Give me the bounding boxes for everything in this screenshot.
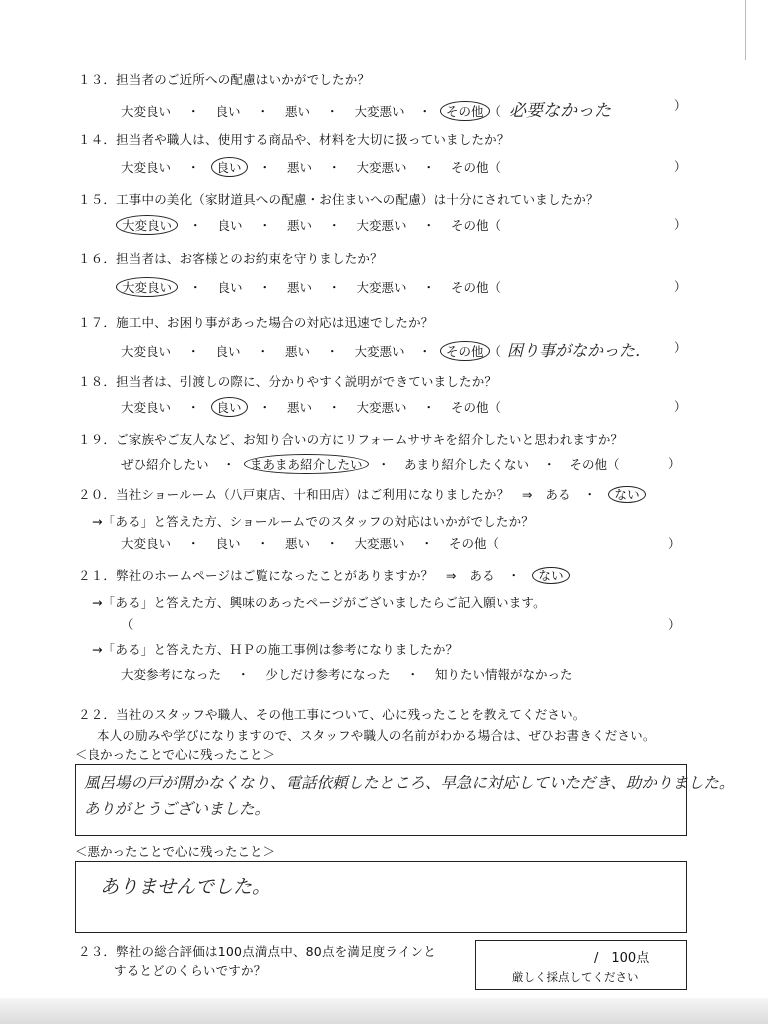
opt-very-bad[interactable]: 大変悪い xyxy=(356,160,407,175)
question-23-line-2: するとどのくらいですか？ xyxy=(114,963,267,978)
open-paren: （ xyxy=(488,344,502,359)
close-paren: ） xyxy=(674,217,687,232)
opt-very-bad[interactable]: 大変悪い xyxy=(356,400,407,415)
question-21-text: ２１．弊社のホームページはご覧になったことがありますか？ ⇒ ある ・ xyxy=(78,568,521,583)
page-edge-line xyxy=(745,0,746,60)
q17-options xyxy=(121,338,651,361)
bad-memory-box[interactable] xyxy=(75,861,687,933)
opt-very-good[interactable]: 大変良い xyxy=(121,160,172,175)
bad-memory-handwriting: ありませんでした。 xyxy=(100,876,272,898)
close-paren: ） xyxy=(674,159,687,174)
separator: ・ xyxy=(189,218,202,233)
open-paren: （ xyxy=(488,104,502,119)
opt-good[interactable]: 良い xyxy=(215,344,241,359)
opt-bad[interactable]: 悪い xyxy=(285,536,311,551)
opt-very-bad[interactable]: 大変悪い xyxy=(356,218,407,233)
separator: ・ xyxy=(258,160,272,175)
question-20 xyxy=(78,485,641,503)
separator: ・ xyxy=(222,457,236,472)
separator: ・ xyxy=(326,536,339,551)
opt-somewhat-recommend-circled[interactable]: まあまあ紹介したい xyxy=(244,454,369,474)
answer-none-circled[interactable]: ない xyxy=(608,486,645,503)
opt-other-circled[interactable]: その他 xyxy=(440,101,490,121)
close-paren: ） xyxy=(674,98,687,113)
separator: ・ xyxy=(328,280,341,295)
opt-bad[interactable]: 悪い xyxy=(287,400,313,415)
separator: ・ xyxy=(187,104,200,119)
close-paren: ） xyxy=(668,617,681,632)
opt-good[interactable]: 良い xyxy=(217,218,243,233)
q18-options xyxy=(121,397,501,417)
score-scale: / 100点 xyxy=(594,951,650,966)
separator: ・ xyxy=(328,218,341,233)
q19-options xyxy=(121,454,620,474)
question-21-followup-2: →「ある」と答えた方、ＨＰの施工事例は参考になりましたか？ xyxy=(92,642,459,657)
separator: ・ xyxy=(422,218,436,233)
separator: ・ xyxy=(377,457,391,472)
q20-options xyxy=(121,534,499,552)
separator: ・ xyxy=(187,160,200,175)
q17-handwritten-answer: 困り事がなかった． xyxy=(507,341,652,360)
separator: ・ xyxy=(189,280,202,295)
opt-bad[interactable]: 悪い xyxy=(287,160,313,175)
opt-bad[interactable]: 悪い xyxy=(287,280,313,295)
separator: ・ xyxy=(418,344,432,359)
question-19: １９．ご家族やご友人など、お知り合いの方にリフォームササキを紹介したいと思われますか？ xyxy=(78,432,624,447)
opt-other[interactable]: その他（ xyxy=(451,400,502,415)
separator: ・ xyxy=(418,104,432,119)
question-20-text: ２０．当社ショールーム（八戸東店、十和田店）はご利用になりましたか？ ⇒ ある ・ xyxy=(78,487,597,502)
q14-options xyxy=(121,157,501,177)
separator: ・ xyxy=(422,400,436,415)
separator: ・ xyxy=(543,457,556,472)
separator: ・ xyxy=(258,218,272,233)
answer-none-circled[interactable]: ない xyxy=(532,567,569,584)
close-paren: ） xyxy=(668,456,681,471)
opt-very-bad[interactable]: 大変悪い xyxy=(354,536,405,551)
separator: ・ xyxy=(258,400,272,415)
opt-very-helpful[interactable]: 大変参考になった xyxy=(121,667,222,682)
opt-very-good-circled[interactable]: 大変良い xyxy=(116,215,178,235)
opt-bad[interactable]: 悪い xyxy=(285,104,311,119)
separator: ・ xyxy=(237,667,250,682)
q15-options xyxy=(121,215,501,235)
separator: ・ xyxy=(422,280,436,295)
separator: ・ xyxy=(187,400,200,415)
opt-very-good-circled[interactable]: 大変良い xyxy=(116,277,178,297)
question-20-followup: →「ある」と答えた方、ショールームでのスタッフの対応はいかがでしたか？ xyxy=(92,514,534,529)
opt-other[interactable]: その他（ xyxy=(451,160,502,175)
separator: ・ xyxy=(422,160,436,175)
opt-other-circled[interactable]: その他 xyxy=(440,341,490,361)
separator: ・ xyxy=(256,104,270,119)
opt-slightly-helpful[interactable]: 少しだけ参考になった xyxy=(265,667,391,682)
question-15: １５．工事中の美化（家財道具への配慮・お住まいへの配慮）は十分にされていましたか？ xyxy=(78,192,599,207)
separator: ・ xyxy=(406,667,420,682)
close-paren: ） xyxy=(674,340,687,355)
q21-options xyxy=(121,665,573,683)
opt-other[interactable]: その他（ xyxy=(451,218,502,233)
opt-good[interactable]: 良い xyxy=(215,536,241,551)
question-13: １３．担当者のご近所への配慮はいかがでしたか？ xyxy=(78,72,371,87)
opt-very-bad[interactable]: 大変悪い xyxy=(356,280,407,295)
q16-options xyxy=(121,277,501,297)
question-21 xyxy=(78,566,565,584)
separator: ・ xyxy=(187,344,200,359)
good-memory-box[interactable] xyxy=(75,764,735,836)
question-16: １６．担当者は、お客様とのお約束を守りましたか？ xyxy=(78,251,383,266)
question-22-sub: 本人の励みや学びになりますので、スタッフや職人の名前がわかる場合は、ぜひお書きください。 xyxy=(97,728,656,743)
opt-other[interactable]: その他（ xyxy=(569,457,620,472)
opt-good[interactable]: 良い xyxy=(217,280,243,295)
close-paren: ） xyxy=(668,536,681,551)
opt-good[interactable]: 良い xyxy=(215,104,241,119)
question-18: １８．担当者は、引渡しの際に、分かりやすく説明ができていましたか？ xyxy=(78,374,498,389)
separator: ・ xyxy=(258,280,272,295)
page-bottom-edge xyxy=(0,998,768,1024)
separator: ・ xyxy=(187,536,200,551)
question-17: １７．施工中、お困り事があった場合の対応は迅速でしたか？ xyxy=(78,315,434,330)
question-21-followup-1: →「ある」と答えた方、興味のあったページがございましたらご記入願います。 xyxy=(92,595,546,610)
opt-not-really[interactable]: あまり紹介したくない xyxy=(404,457,530,472)
opt-definitely-recommend[interactable]: ぜひ紹介したい xyxy=(121,457,209,472)
opt-good-circled[interactable]: 良い xyxy=(211,397,248,417)
q13-options xyxy=(121,96,611,121)
opt-very-good[interactable]: 大変良い xyxy=(121,536,172,551)
separator: ・ xyxy=(326,104,339,119)
opt-very-bad[interactable]: 大変悪い xyxy=(354,344,405,359)
good-memory-handwriting-line-1: 風呂場の戸が開かなくなり、電話依頼したところ、早急に対応していただき、助かりました。 xyxy=(84,774,735,792)
opt-no-info[interactable]: 知りたい情報がなかった xyxy=(435,667,573,682)
open-paren: （ xyxy=(121,617,134,632)
separator: ・ xyxy=(256,536,270,551)
question-14: １４．担当者や職人は、使用する商品や、材料を大切に扱っていましたか？ xyxy=(78,132,510,147)
opt-very-good[interactable]: 大変良い xyxy=(121,400,172,415)
separator: ・ xyxy=(326,344,339,359)
close-paren: ） xyxy=(674,279,687,294)
opt-bad[interactable]: 悪い xyxy=(287,218,313,233)
question-22: ２２．当社のスタッフや職人、その他工事について、心に残ったことを教えてください。 xyxy=(78,707,586,722)
question-23-line-1: ２３．弊社の総合評価は100点満点中、80点を満足度ラインと xyxy=(78,944,436,959)
opt-bad[interactable]: 悪い xyxy=(285,344,311,359)
separator: ・ xyxy=(420,536,434,551)
score-box[interactable] xyxy=(475,940,687,990)
q13-handwritten-answer: 必要なかった xyxy=(509,101,611,121)
close-paren: ） xyxy=(674,399,687,414)
good-memory-label: ＜良かったことで心に残ったこと＞ xyxy=(75,747,276,762)
opt-other[interactable]: その他（ xyxy=(449,536,500,551)
bad-memory-label: ＜悪かったことで心に残ったこと＞ xyxy=(75,844,276,859)
separator: ・ xyxy=(256,344,270,359)
opt-very-good[interactable]: 大変良い xyxy=(121,104,172,119)
score-note: 厳しく採点してください xyxy=(512,970,639,984)
opt-very-bad[interactable]: 大変悪い xyxy=(354,104,405,119)
separator: ・ xyxy=(328,160,341,175)
opt-good-circled[interactable]: 良い xyxy=(211,157,248,177)
opt-very-good[interactable]: 大変良い xyxy=(121,344,172,359)
opt-other[interactable]: その他（ xyxy=(451,280,502,295)
good-memory-handwriting-line-2: ありがとうございました。 xyxy=(84,800,271,818)
separator: ・ xyxy=(328,400,341,415)
